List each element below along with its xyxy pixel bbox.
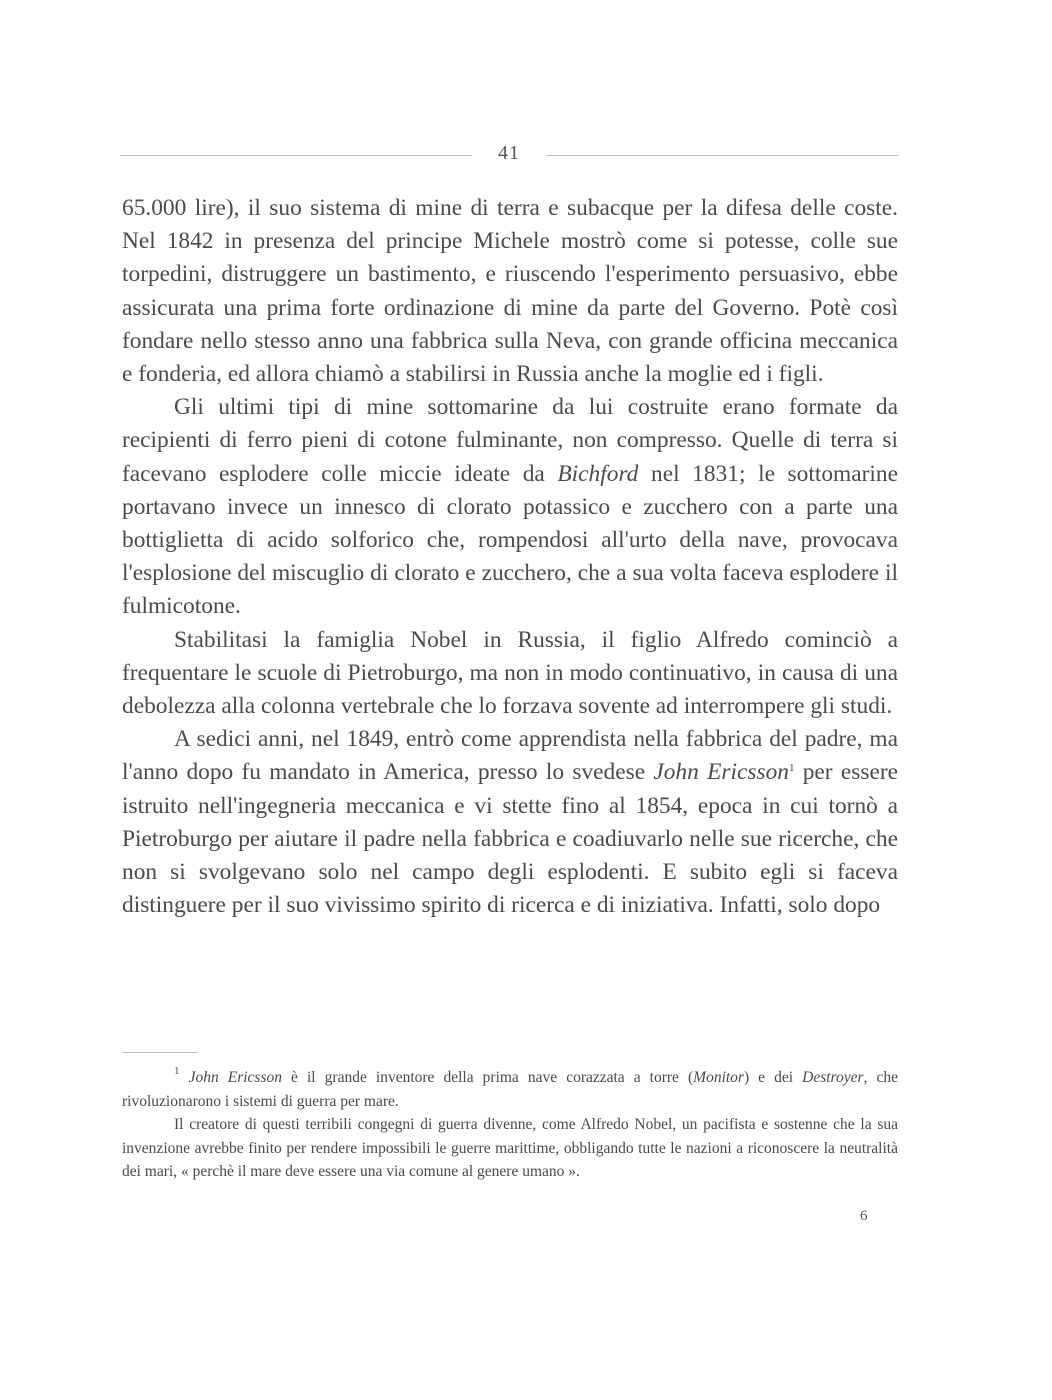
text-run [180,1069,189,1086]
italic-text: Destroyer [802,1069,864,1086]
text-run: nel 1831; le sottomarine portavano invece un innesco di clorato potassico e zucchero con a parte una bottiglietta di acido solforico che, rompendosi all'urto della nave, provocava l'esplosione del miscuglio di clorato e zucchero, che a sua volta faceva esplodere il fulmicotone. [122,460,898,620]
text-run: A sedici anni, nel 1849, entrò come apprendista nella fabbrica del padre, ma l'anno dopo fu mandato in America, presso lo svedese [122,726,898,786]
text-run: 65.000 lire), il suo sistema di mine di terra e subacque per la difesa delle coste. Nel 1842 in presenza del principe Michele mostrò come si potesse, colle sue torpedini, distruggere un bastimento, e riuscendo l'esperimento persuasivo, ebbe assicurata una prima forte ordinazione di mine da parte del Governo. Potè così fondare nello stesso anno una fabbrica sulla Neva, con grande officina meccanica e fonderia, ed allora chiamò a stabilirsi in Russia anche la moglie ed i figli. [122,195,898,388]
paragraph [122,391,898,623]
text-run: Gli ultimi tipi di mine sottomarine da lui costruite erano formate da recipienti di ferro pieni di cotone fulminante, non compresso. Quelle di terra si facevano esplodere colle miccie ideate da [122,394,898,487]
text-run: Stabilitasi la famiglia Nobel in Russia, il figlio Alfredo cominciò a frequentare le scuole di Pietroburgo, ma non in modo continuativo, in causa di una debolezza alla colonna vertebrale che lo forzava sovente ad interrompere gli studi. [122,626,898,720]
page-header [120,142,898,172]
paragraph [122,624,898,724]
footnote-marker: 1 [174,1065,180,1077]
italic-text: Monitor [693,1069,744,1086]
footnotes [122,1066,898,1184]
footnote-separator [122,1052,198,1053]
footnote-marker: 1 [788,762,795,775]
text-run: è il grande inventore della prima nave corazzata a torre ( [282,1069,694,1086]
italic-text: Bichford [557,460,639,487]
paragraph [122,723,898,922]
text-run: per essere istruito nell'ingegneria meccanica e vi stette fino al 1854, epoca in cui tornò a Pietroburgo per aiutare il padre nella fabbrica e coadiuvarlo nelle sue ricerche, che non si svolgevano solo nel campo degli esplodenti. E subito egli si faceva distinguere per il suo vivissimo spirito di ricerca e di iniziativa. Infatti, solo dopo [122,759,899,919]
text-run: , che rivoluzionarono i sistemi di guerra per mare. [122,1069,898,1110]
italic-text: John Ericsson [653,759,789,786]
page-number: 41 [498,142,520,164]
header-rule-right [546,155,898,156]
footnote [122,1113,898,1184]
paragraph [122,192,898,391]
signature-mark: 6 [860,1208,868,1224]
italic-text: John Ericsson [188,1069,282,1086]
footnote [122,1066,898,1113]
text-run: ) e dei [743,1069,803,1086]
text-run: Il creatore di questi terribili congegni di guerra divenne, come Alfredo Nobel, un pacifista e sostenne che la sua invenzione avrebbe finito per rendere impossibili le guerre marittime, obbligando tutte le nazioni a riconoscere la neutralità dei mari, « perchè il mare deve essere una via comune al genere umano ». [122,1116,898,1180]
main-text [122,192,898,922]
